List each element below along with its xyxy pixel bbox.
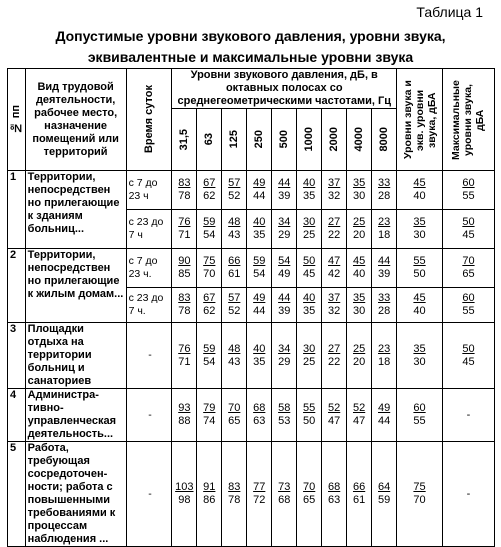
freq-value-1: 59 54 [197,210,222,249]
freq-value-1: 79 74 [197,389,222,442]
freq-value-7: 25 20 [347,323,372,389]
freq-value-6: 52 47 [322,389,347,442]
row-number: 3 [8,323,26,389]
title-line-2: эквивалентные и максимальные уровни звука [87,49,414,65]
row-time: - [126,389,172,442]
header-freq-3: 250 [247,109,272,171]
max-level: 60 55 [442,171,494,210]
freq-value-1: 59 54 [197,323,222,389]
row-activity: Работа, требующая сосредоточен-ности; работа с повышенными требованиями к процессам наблюдения ... [25,442,126,547]
header-levels: Уровни звукового давления, дБ, в октавных полосах со среднегеометрическими частотами, Гц [172,69,397,109]
freq-value-4: 44 39 [272,171,297,210]
row-activity: Территории, непосредствен но прилегающие к жилым домам... [25,249,126,323]
header-num: № пп [8,69,26,171]
freq-value-4: 34 29 [272,210,297,249]
freq-value-3: 49 44 [247,171,272,210]
equiv-level: 60 55 [397,389,443,442]
equiv-level: 35 30 [397,210,443,249]
freq-value-6: 68 63 [322,442,347,547]
freq-value-5: 55 50 [297,389,322,442]
equiv-level: 45 40 [397,288,443,323]
table-row [8,249,495,288]
freq-value-6: 37 32 [322,288,347,323]
row-time: с 23 до 7 ч [126,210,172,249]
freq-value-7: 35 30 [347,288,372,323]
row-activity: Площадки отдыха на территории больниц и санаториев [25,323,126,389]
freq-value-0: 76 71 [172,323,197,389]
freq-value-0: 76 71 [172,210,197,249]
freq-value-5: 70 65 [297,442,322,547]
equiv-level: 35 30 [397,323,443,389]
freq-value-0: 90 85 [172,249,197,288]
max-level: 70 65 [442,249,494,288]
freq-value-0: 93 88 [172,389,197,442]
freq-value-7: 35 30 [347,171,372,210]
noise-levels-table [7,68,495,547]
row-activity: Территории, непосредствен но прилегающие к зданиям больниц... [25,171,126,249]
freq-value-8: 23 18 [372,323,397,389]
header-freq-4: 500 [272,109,297,171]
row-number: 4 [8,389,26,442]
freq-value-8: 44 39 [372,249,397,288]
freq-value-8: 23 18 [372,210,397,249]
header-freq-1: 63 [197,109,222,171]
row-number: 2 [8,249,26,323]
header-max: Максимальные уровни звука, дБА [442,69,494,171]
row-time: - [126,323,172,389]
freq-value-2: 48 43 [222,210,247,249]
freq-value-6: 47 42 [322,249,347,288]
freq-value-7: 66 61 [347,442,372,547]
freq-value-5: 40 35 [297,171,322,210]
header-freq-2: 125 [222,109,247,171]
freq-value-3: 40 35 [247,323,272,389]
freq-value-4: 54 49 [272,249,297,288]
max-level: 50 45 [442,210,494,249]
max-level: - [442,389,494,442]
freq-value-5: 30 25 [297,323,322,389]
freq-value-4: 34 29 [272,323,297,389]
freq-value-8: 49 44 [372,389,397,442]
table-row [8,171,495,210]
freq-value-2: 48 43 [222,323,247,389]
freq-value-1: 91 86 [197,442,222,547]
row-time: с 7 до 23 ч [126,171,172,210]
max-level: 50 45 [442,323,494,389]
header-freq-5: 1000 [297,109,322,171]
freq-value-8: 33 28 [372,171,397,210]
table-row [8,442,495,547]
freq-value-0: 103 98 [172,442,197,547]
freq-value-1: 67 62 [197,288,222,323]
row-time: - [126,442,172,547]
freq-value-3: 77 72 [247,442,272,547]
freq-value-8: 64 59 [372,442,397,547]
row-number: 5 [8,442,26,547]
row-number: 1 [8,171,26,249]
equiv-level: 55 50 [397,249,443,288]
freq-value-4: 44 39 [272,288,297,323]
max-level: - [442,442,494,547]
freq-value-7: 25 20 [347,210,372,249]
title-line-1: Допустимые уровни звукового давления, уровни звука, [55,28,446,44]
freq-value-3: 40 35 [247,210,272,249]
freq-value-2: 83 78 [222,442,247,547]
freq-value-0: 83 78 [172,171,197,210]
header-activity: Вид трудовой деятельности, рабочее место, назначение помещений или территорий [25,69,126,171]
max-level: 60 55 [442,288,494,323]
header-time: Время суток [126,69,172,171]
header-freq-0: 31,5 [172,109,197,171]
freq-value-8: 33 28 [372,288,397,323]
freq-value-0: 83 78 [172,288,197,323]
freq-value-2: 57 52 [222,288,247,323]
row-time: с 23 до 7 ч. [126,288,172,323]
table-row [8,323,495,389]
freq-value-7: 45 40 [347,249,372,288]
freq-value-3: 49 44 [247,288,272,323]
equiv-level: 45 40 [397,171,443,210]
freq-value-3: 59 54 [247,249,272,288]
freq-value-5: 30 25 [297,210,322,249]
header-freq-6: 2000 [322,109,347,171]
row-activity: Администра-тивно-управленческая деятельность... [25,389,126,442]
freq-value-3: 68 63 [247,389,272,442]
freq-value-6: 27 22 [322,210,347,249]
freq-value-5: 50 45 [297,249,322,288]
freq-value-4: 58 53 [272,389,297,442]
freq-value-2: 57 52 [222,171,247,210]
equiv-level: 75 70 [397,442,443,547]
freq-value-2: 66 61 [222,249,247,288]
freq-value-4: 73 68 [272,442,297,547]
header-freq-7: 4000 [347,109,372,171]
header-equiv: Уровни звука и экв. уровни звука, дБА [397,69,443,171]
freq-value-6: 27 22 [322,323,347,389]
freq-value-1: 75 70 [197,249,222,288]
header-freq-8: 8000 [372,109,397,171]
table-label: Таблица 1 [416,4,483,20]
freq-value-7: 52 47 [347,389,372,442]
table-row [8,389,495,442]
row-time: с 7 до 23 ч. [126,249,172,288]
freq-value-2: 70 65 [222,389,247,442]
freq-value-5: 40 35 [297,288,322,323]
freq-value-6: 37 32 [322,171,347,210]
table-title [0,26,501,68]
freq-value-1: 67 62 [197,171,222,210]
